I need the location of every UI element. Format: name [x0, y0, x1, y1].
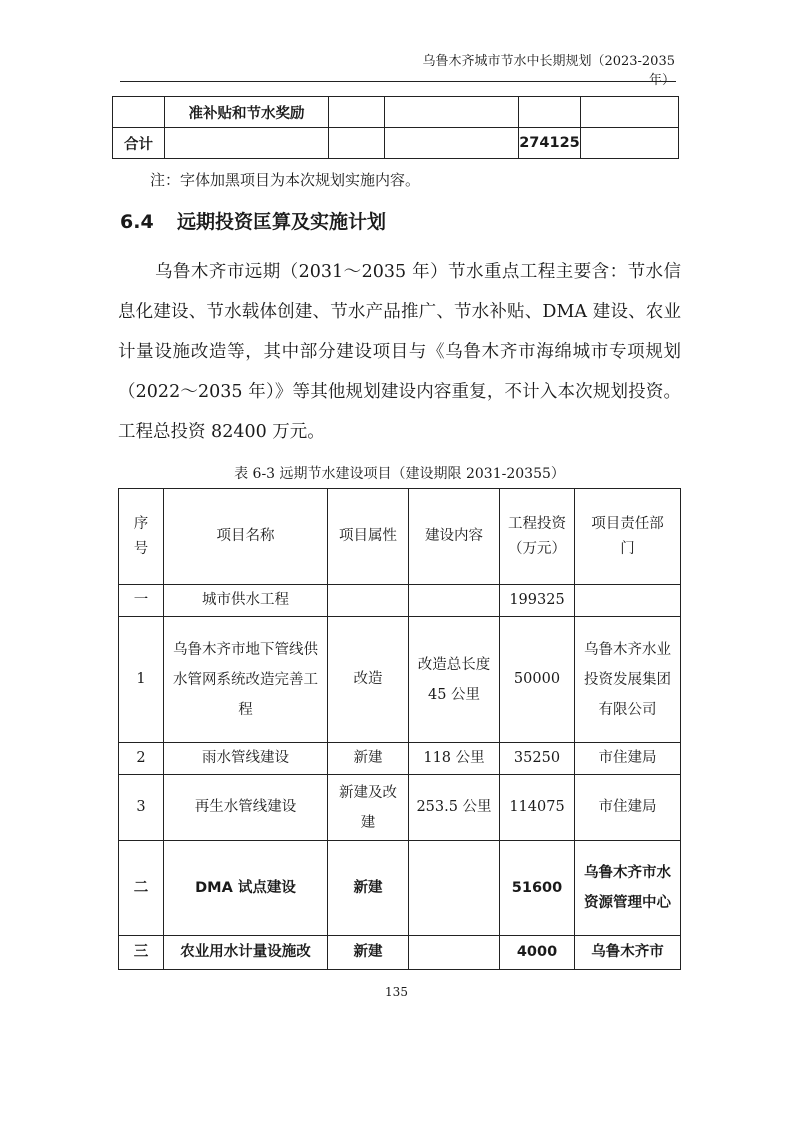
row-name: 乌鲁木齐市地下管线供水管网系统改造完善工程: [164, 617, 328, 743]
row-name: 城市供水工程: [164, 585, 328, 617]
row-dept: 市住建局: [575, 775, 681, 841]
row-no: 二: [119, 841, 164, 936]
table-note: 注：字体加黑项目为本次规划实施内容。: [150, 171, 421, 189]
row-content: [409, 585, 500, 617]
cell-invest: [519, 97, 581, 128]
header-name: 项目名称: [164, 489, 328, 585]
row-invest: 35250: [500, 743, 575, 775]
row-attr: [328, 585, 409, 617]
row-dept: 乌鲁木齐市: [575, 936, 681, 970]
body-paragraph: 乌鲁木齐市远期（2031～2035 年）节水重点工程主要含：节水信息化建设、节水载体创建、节水产品推广、节水补贴、DMA 建设、农业计量设施改造等，其中部分建设项目与《乌鲁木齐市海绵城市专项规划（2022～2035 年）》等其他规划建设内容重复，不计入本次规划投资。工程总投资 82400 万元。: [118, 262, 681, 442]
table-header-row: [119, 489, 681, 585]
cell-attr: [329, 128, 385, 159]
row-content: 253.5 公里: [409, 775, 500, 841]
cell-dept: [581, 97, 679, 128]
row-attr: 新建: [328, 936, 409, 970]
row-name: 雨水管线建设: [164, 743, 328, 775]
row-no: 2: [119, 743, 164, 775]
row-no: 一: [119, 585, 164, 617]
row-content: [409, 841, 500, 936]
total-label: 合计: [113, 128, 165, 159]
row-attr: 新建: [328, 743, 409, 775]
header-invest: 工程投资（万元）: [500, 489, 575, 585]
header-dept: 项目责任部门: [575, 489, 681, 585]
row-dept: 乌鲁木齐水业投资发展集团有限公司: [575, 617, 681, 743]
row-invest: 50000: [500, 617, 575, 743]
table-row: [119, 743, 681, 775]
row-attr: 新建: [328, 841, 409, 936]
row-dept: 市住建局: [575, 743, 681, 775]
cell-name: 准补贴和节水奖励: [165, 97, 329, 128]
table-caption: 表 6-3 远期节水建设项目（建设期限 2031-20355）: [234, 466, 565, 482]
row-content: 118 公里: [409, 743, 500, 775]
cell-dept: [581, 128, 679, 159]
row-no: 三: [119, 936, 164, 970]
long-term-projects-table: [118, 488, 681, 970]
page-number: 135: [385, 985, 408, 999]
running-header: 乌鲁木齐城市节水中长期规划（2023-2035 年）: [422, 54, 675, 88]
row-attr: 改造: [328, 617, 409, 743]
row-no: 3: [119, 775, 164, 841]
row-content: 改造总长度45 公里: [409, 617, 500, 743]
header-no: 序号: [119, 489, 164, 585]
row-content: [409, 936, 500, 970]
table-row: [119, 585, 681, 617]
table-row-bold: [119, 936, 681, 970]
table-row: [119, 775, 681, 841]
row-name: DMA 试点建设: [164, 841, 328, 936]
section-heading: [120, 207, 386, 234]
row-attr: 新建及改建: [328, 775, 409, 841]
row-dept: [575, 585, 681, 617]
section-number: 6.4: [120, 211, 154, 233]
row-invest: 114075: [500, 775, 575, 841]
row-invest: 51600: [500, 841, 575, 936]
header-divider: [120, 81, 676, 82]
table-row-total: [113, 128, 679, 159]
section-title: 远期投资匡算及实施计划: [177, 211, 387, 233]
cell-name: [165, 128, 329, 159]
cell-attr: [329, 97, 385, 128]
header-content: 建设内容: [409, 489, 500, 585]
row-invest: 4000: [500, 936, 575, 970]
cell-no: [113, 97, 165, 128]
table-row: [119, 617, 681, 743]
cell-content: [385, 97, 519, 128]
table-row-bold: [119, 841, 681, 936]
row-no: 1: [119, 617, 164, 743]
row-dept: 乌鲁木齐市水资源管理中心: [575, 841, 681, 936]
row-name: 农业用水计量设施改: [164, 936, 328, 970]
continued-table: [112, 96, 679, 159]
total-invest: 274125: [519, 128, 581, 159]
table-row: [113, 97, 679, 128]
header-attr: 项目属性: [328, 489, 409, 585]
row-name: 再生水管线建设: [164, 775, 328, 841]
row-invest: 199325: [500, 585, 575, 617]
cell-content: [385, 128, 519, 159]
